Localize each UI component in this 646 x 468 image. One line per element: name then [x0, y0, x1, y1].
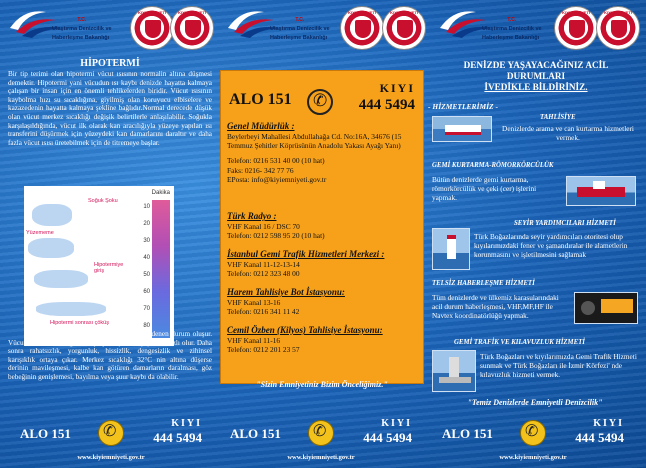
contacts-box — [220, 70, 424, 384]
hypothermia-intro: Bir tip terimi olan hipotermi vücut ısısının normalin altına düşmesi demektir. Hipotermi yani vücudun ısı kaybı denizde hayatta kalmaya çalışan bir insan için en önemli tehlikelerden biridir. Vücut ısısının kaybolma hızı su sıcaklığına, giyilmiş olan koruyucu elbiselere ve kazazedenin hayatta kalmaya şekline bağlıdır.Normal derecede düşük olan vücut merkez sıcaklığı değişik belirtilerle anlaşılabilir. Soğukla karşılaşıldığında, vücut ilk olarak kan aracılığıyla yüzeye yapılan ısı transferini düşürmek için yüzeydeki kan damarlarını daraltır ve daha fazla vücut ısısı üretebilmek için de titremeye başlar. — [8, 70, 212, 147]
footer-website[interactable]: www.kiyiemniyeti.gov.tr — [77, 454, 145, 461]
phone-icon — [520, 420, 546, 446]
footer-kiyi: KIYI — [171, 418, 202, 429]
footer-number: 444 5494 — [363, 430, 412, 445]
kiyi-number: 444 5494 — [358, 97, 415, 113]
hypothermia-chart — [24, 186, 174, 346]
chart-tick: 60 — [143, 289, 150, 295]
coast-safety-seal-icon: KIYI EMNİYETİ — [554, 6, 598, 50]
service-heading-tahlisiye: TAHLİSİYE — [540, 114, 576, 121]
phone-icon — [308, 420, 334, 446]
chart-gradient-bar — [152, 200, 170, 338]
ministry-name: T.C. Ulaştırma Denizcilik ve Haberleşme Bakanlığı — [52, 17, 112, 41]
hypothermia-outro: Vücut merkez sıcaklığı düşerse hipotermi denen durum oluşur. Vücut merkez sıcaklığı 35°C ye yaklaşırsa düşüş daha hızlı olur. Daha sonra rahatsızlık, yorgunluk, hissizlik, dengesizlik ve zihinsel karışıklık ortaya çıkar. Merkez sıcaklığı 32°C nin altına düşerse derinin mavileşmesi, kalbe kan götüren damarların daralması, göz bebeğinin genişlemesi, bayılma veya şuur kaybı da olabilir. — [8, 330, 212, 381]
service-text-salvage: Bütün denizlerde gemi kurtarma, römorkörcülük ve çeki (cer) işlerini yapmak. — [432, 175, 537, 202]
coast-safety-seal-icon: KIYI EMNİYETİ — [170, 6, 214, 50]
swimmer-figure-3 — [34, 270, 88, 288]
service-text-radio: Tüm denizlerde ve ülkemiz karasularındaki acil durum haberleşmesi, VHF,MF,HF ile Navtex koordinatörlüğü yapmak. — [432, 293, 559, 320]
phone-icon — [98, 420, 124, 446]
swimmer-figure-2 — [28, 238, 74, 258]
chart-tick: 20 — [143, 221, 150, 227]
chart-top-label: Dakika — [151, 190, 170, 196]
footer-panel-3 — [442, 414, 624, 468]
contact-turk-radyo: Türk Radyo : VHF Kanal 16 / DSC 70 Telefon: 0212 598 95 20 (10 hat) — [227, 211, 325, 241]
service-heading-radio: TELSİZ HABERLEŞME HİZMETİ — [432, 280, 535, 287]
vhf-radio-photo — [574, 292, 638, 324]
footer-website[interactable]: www.kiyiemniyeti.gov.tr — [499, 454, 567, 461]
chart-tick: 80 — [143, 323, 150, 329]
hypothermia-title: HİPOTERMİ — [80, 58, 140, 69]
kiyi-label: KIYI — [379, 81, 415, 95]
emergency-title: DENİZDE YAŞAYACAĞINIZ ACİL DURUMLARI İVEDİKLE BİLDİRİNİZ. — [463, 60, 609, 92]
swimmer-figure-1 — [32, 204, 72, 226]
coast-safety-seal-icon: KIYI EMNİYETİ — [130, 6, 174, 50]
alo-151: ALO 151 — [229, 91, 292, 108]
footer-number: 444 5494 — [153, 430, 202, 445]
footer-alo: ALO 151 — [230, 426, 281, 441]
chart-tick: 30 — [143, 238, 150, 244]
footer-alo: ALO 151 — [20, 426, 71, 441]
tugboat-photo — [566, 176, 636, 206]
contact-genel-mudurluk: Genel Müdürlük : Beylerbeyi Mahallesi Abdullahağa Cd. No:16A, 34676 (15 Temmuz Şehitler Köprüsünün Anadolu Yakası Ayağı Yanı) Telefon: 0216 531 40 00 (10 hat) Faks: 0216- 342 77 76 EPosta: info@kiyiemniyeti.gov.tr — [227, 121, 402, 184]
chart-tick: 70 — [143, 306, 150, 312]
ministry-name: T.C. Ulaştırma Denizcilik ve Haberleşme Bakanlığı — [482, 17, 542, 41]
coast-safety-seal-icon: KIYI EMNİYETİ — [596, 6, 640, 50]
chart-label-hypothermia-onset: Hipotermiye giriş — [94, 262, 124, 274]
chart-tick: 50 — [143, 272, 150, 278]
service-heading-vts: GEMİ TRAFİK VE KILAVUZLUK HİZMETİ — [454, 339, 585, 346]
contact-kilyos-tahlisiye: Cemil Özben (Kilyos) Tahlisiye İstasyonu: VHF Kanal 11-16 Telefon: 0212 201 23 57 — [227, 325, 383, 355]
chart-label-cold-shock: Soğuk Şoku — [88, 198, 118, 204]
footer-panel-1 — [20, 414, 202, 468]
footer-panel-2 — [230, 414, 412, 468]
chart-label-swim-failure: Yüzememe — [26, 230, 54, 236]
services-panel — [428, 58, 642, 410]
service-heading-salvage: GEMİ KURTARMA-RÖMORKÖRCÜLÜK — [432, 162, 554, 169]
coast-safety-seal-icon: KIYI EMNİYETİ — [340, 6, 384, 50]
service-text-tahlisiye: Denizlerde arama ve can kurtarma hizmetleri vermek. — [502, 124, 634, 142]
swimmer-figure-4 — [36, 302, 106, 316]
contacts-panel — [218, 58, 426, 410]
header-panel-1 — [0, 0, 216, 58]
service-text-navaids: Türk Boğazlarında seyir yardımcıları otoritesi olup kıyılarımızdaki fener ve şamandıralar ile alametlerin korunmasını ve işletilmesini sağlamak — [474, 232, 628, 259]
ministry-name: T.C. Ulaştırma Denizcilik ve Haberleşme Bakanlığı — [270, 17, 330, 41]
coast-safety-seal-icon: KIYI EMNİYETİ — [382, 6, 426, 50]
vts-tower-photo — [432, 350, 476, 392]
slogan-clean-seas: "Temiz Denizlerde Emniyetli Denizcilik" — [467, 398, 603, 407]
contact-gemi-trafik: İstanbul Gemi Trafik Hizmetleri Merkezi : VHF Kanal 11-12-13-14 Telefon: 0212 323 48 00 — [227, 249, 385, 279]
services-label: - HİZMETLERİMİZ - — [428, 102, 499, 111]
chart-tick: 10 — [143, 204, 150, 210]
service-heading-navaids: SEYİR YARDIMCILARI HİZMETİ — [514, 220, 616, 227]
footer-kiyi: KIYI — [381, 418, 412, 429]
footer-number: 444 5494 — [575, 430, 624, 445]
footer-kiyi: KIYI — [593, 418, 624, 429]
footer-website[interactable]: www.kiyiemniyeti.gov.tr — [287, 454, 355, 461]
chart-tick: 40 — [143, 255, 150, 261]
footer-alo: ALO 151 — [442, 426, 493, 441]
lighthouse-photo — [432, 228, 470, 270]
header-panel-2 — [218, 0, 428, 58]
slogan-safety-priority: "Sizin Emniyetiniz Bizim Önceliğimiz." — [256, 380, 388, 389]
service-text-vts: Türk Boğazları ve kıyılarımızda Gemi Trafik Hizmeti sunmak ve Türk Boğazları ile İzmir Körfezi' nde kılavuzluk hizmeti vermek. — [480, 352, 637, 379]
header-panel-3 — [430, 0, 646, 58]
rescue-boat-photo — [432, 116, 492, 142]
contact-harem-tahlisiye: Harem Tahlisiye Bot İstasyonu: VHF Kanal 13-16 Telefon: 0216 341 11 42 — [227, 287, 345, 317]
hypothermia-panel — [4, 58, 216, 410]
chart-label-post-rescue-collapse: Hipotermi sonrası çöküş — [50, 320, 109, 326]
phone-icon — [307, 89, 333, 115]
